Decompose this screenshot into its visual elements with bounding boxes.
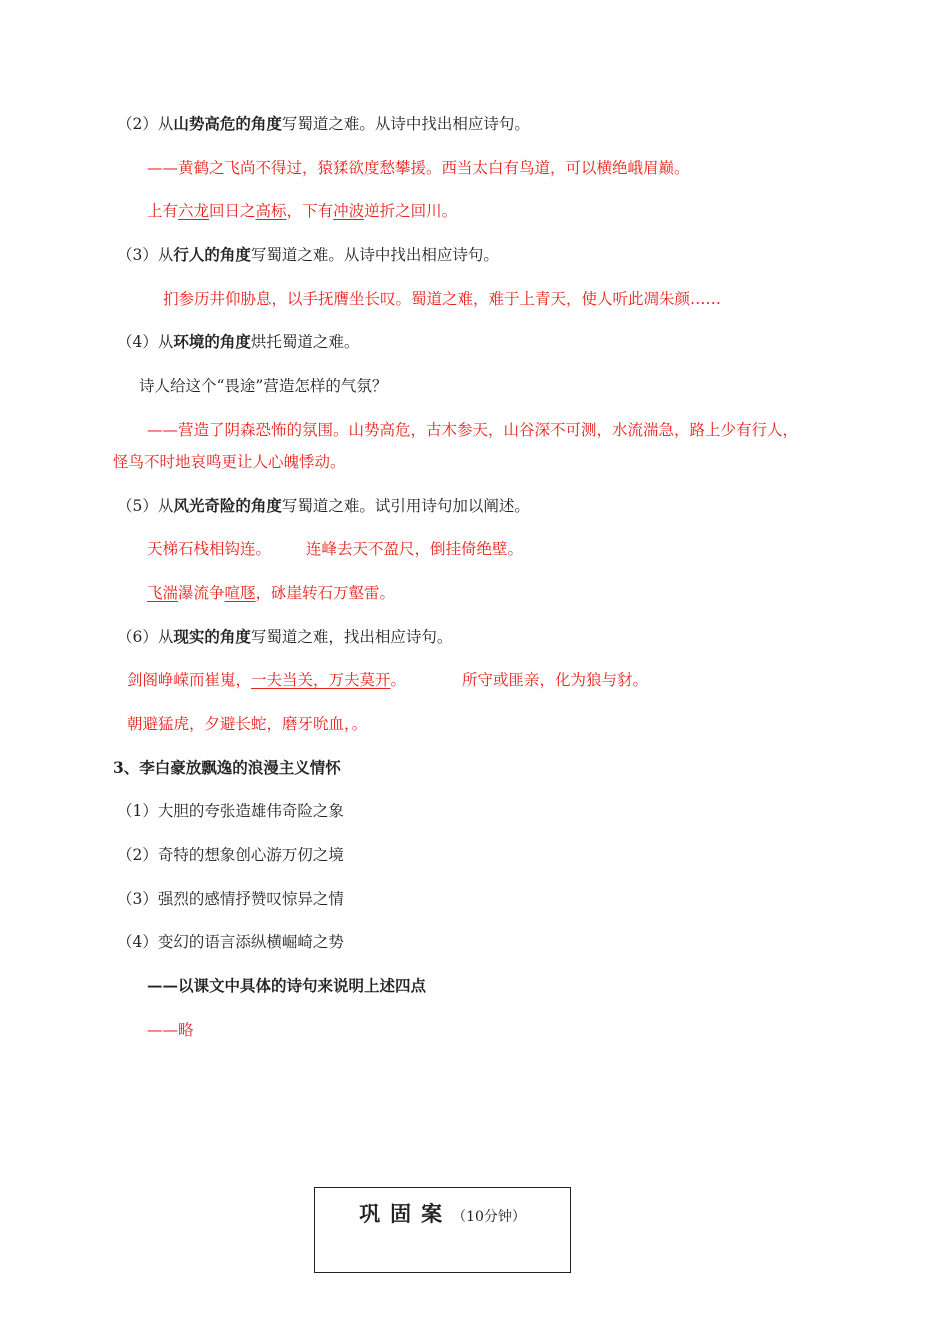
q5-ans2-part: ，砯崖转石万壑雷。 [255,584,396,602]
q5-ans2-part: 瀑流争 [178,584,225,602]
q2-bold: 山势高危的角度 [173,114,282,133]
q5-ans2-underlined: 喧豗 [224,584,256,602]
q6-question [117,626,452,648]
q5-ans2-underlined: 飞湍 [147,584,179,602]
q5-question [117,495,530,517]
q2-question [117,113,530,135]
q2-ans2-underlined: 高标 [255,202,287,220]
q6-ans1-underlined: 一夫当关，万夫莫开 [251,671,391,689]
q4-question [117,331,359,353]
q6-bold: 现实的角度 [173,627,251,646]
box-title-main: 巩固案 [359,1201,453,1226]
section-3-item-3: （3）强烈的感情抒赞叹惊异之情 [117,890,344,908]
q6-prefix: （6）从 [117,628,174,646]
q4-answer-line-1: ——营造了阴森恐怖的氛围。山势高危，古木参天，山谷深不可测，水流湍急，路上少有行人， [147,421,799,439]
consolidation-box [314,1187,571,1273]
q6-answer-1b: 所守或匪亲，化为狼与豺。 [462,671,649,689]
q4-bold: 环境的角度 [173,332,251,351]
q2-ans2-part: 逆折之回川。 [364,202,458,220]
section-3-item-1: （1）大胆的夸张造雄伟奇险之象 [117,802,344,820]
q2-answer-1: ——黄鹤之飞尚不得过，猿猱欲度愁攀援。西当太白有鸟道，可以横绝峨眉巅。 [147,159,690,177]
q5-prefix: （5）从 [117,497,174,515]
q5-bold: 风光奇险的角度 [173,496,282,515]
q3-bold: 行人的角度 [173,245,251,264]
section-3-instruction: ——以课文中具体的诗句来说明上述四点 [147,976,427,995]
q6-answer-2: 朝避猛虎，夕避长蛇，磨牙吮血，。 [127,715,368,733]
q2-ans2-part: 上有 [147,202,179,220]
q3-question [117,244,499,266]
q5-answer-1a: 天梯石栈相钩连。 [147,540,272,558]
q2-ans2-underlined: 六龙 [178,202,210,220]
section-3-item-4: （4）变幻的语言添纵横崛崎之势 [117,933,344,951]
q3-suffix: 写蜀道之难。从诗中找出相应诗句。 [250,246,499,264]
q2-prefix: （2）从 [117,115,174,133]
q5-answer-1b: 连峰去天不盈尺，倒挂倚绝壁。 [306,540,524,558]
section-3-answer: ——略 [147,1021,194,1039]
box-title-time: （10分钟） [452,1209,526,1225]
q6-suffix: 写蜀道之难，找出相应诗句。 [250,628,453,646]
q4-prefix: （4）从 [117,333,174,351]
consolidation-box-title [315,1198,570,1228]
q6-answer-1 [127,669,406,691]
q2-suffix: 写蜀道之难。从诗中找出相应诗句。 [281,115,530,133]
q2-ans2-part: ，下有 [286,202,334,220]
q4-suffix: 烘托蜀道之难。 [250,333,360,351]
q2-ans2-part: 回日之 [209,202,256,220]
section-3-heading: 3、李白豪放飘逸的浪漫主义情怀 [113,758,341,777]
q2-answer-2 [147,200,457,222]
q6-ans1-part: 。 [390,671,407,689]
q6-ans1-part: 剑阁峥嵘而崔嵬， [127,671,252,689]
q4-answer-line-2: 怪鸟不时地哀鸣更让人心魄悸动。 [113,453,346,471]
q5-answer-2 [147,582,395,604]
q2-ans2-underlined: 冲波 [333,202,365,220]
q5-suffix: 写蜀道之难。试引用诗句加以阐述。 [281,497,530,515]
section-3-item-2: （2）奇特的想象创心游万仞之境 [117,846,344,864]
q3-prefix: （3）从 [117,246,174,264]
q3-answer: 扪参历井仰胁息，以手抚膺坐长叹。蜀道之难，难于上青天，使人听此凋朱颜…… [163,290,722,308]
q4-subquestion: 诗人给这个“畏途”营造怎样的气氛？ [139,377,388,395]
